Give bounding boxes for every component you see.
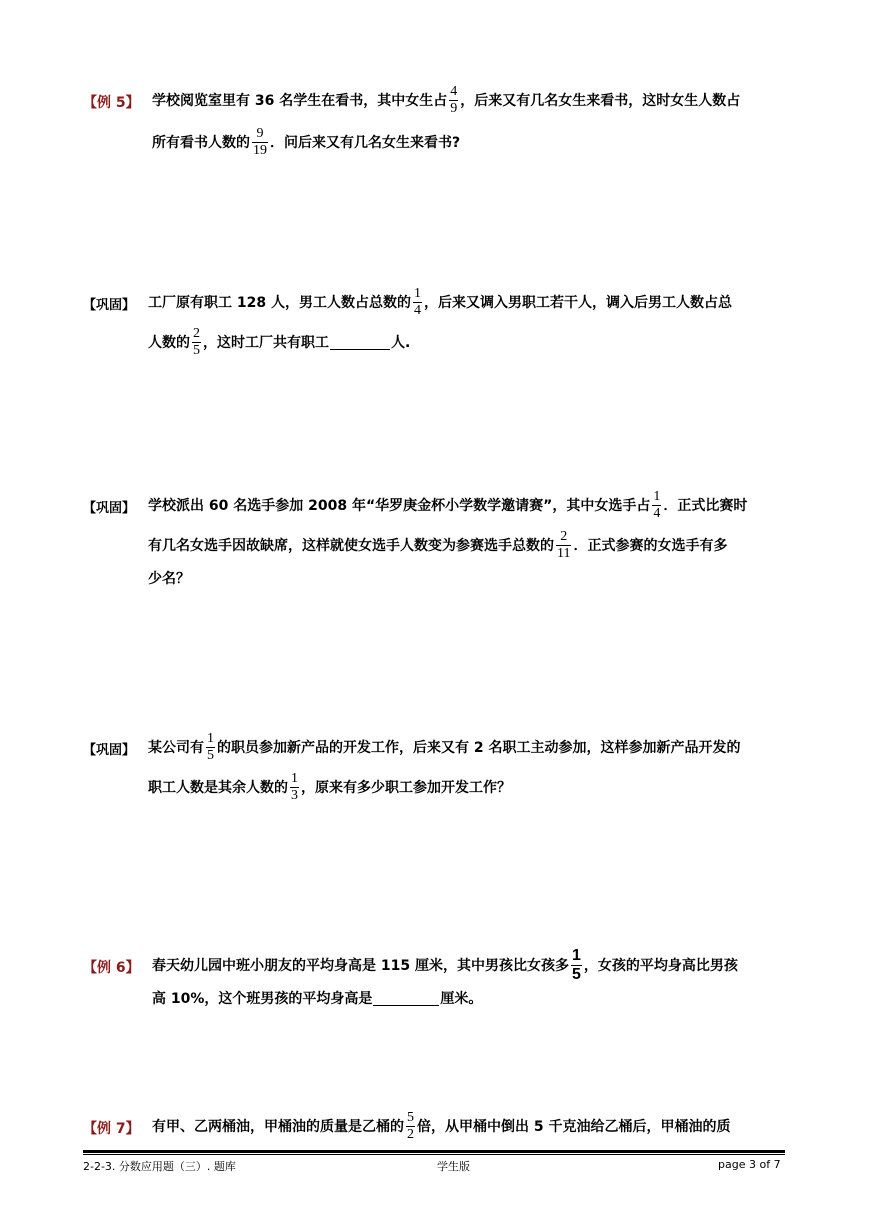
problem-text: ，女孩的平均身高比男孩	[583, 958, 738, 974]
problem-tag: 【巩固】	[83, 743, 136, 758]
problem-text: 春天幼儿园中班小朋友的平均身高是 115 厘米，其中男孩比女孩多	[152, 958, 569, 974]
problem-line-2	[152, 122, 460, 162]
problem-text: 人.	[391, 335, 411, 351]
footer-rule-thick	[83, 1150, 785, 1153]
fraction: $\frac{9}{19}$	[253, 125, 267, 158]
fraction: $\frac{1}{5}$	[207, 730, 214, 763]
problem-line-1	[152, 945, 738, 985]
problem-text: ，原来有多少职工参加开发工作？	[301, 780, 511, 796]
problem-text: 学校派出 60 名选手参加 2008 年“华罗庚金杯小学数学邀请赛”，其中女选手占	[148, 498, 651, 514]
fraction: $\frac{1}{3}$	[291, 770, 298, 803]
fraction: $\frac{1}{4}$	[653, 488, 661, 521]
problem-text: ．正式参赛的女选手有多	[573, 538, 728, 554]
footer-rule-thin	[83, 1154, 785, 1155]
footer-document-title: 2-2-3. 分数应用题（三）. 题库	[83, 1160, 236, 1173]
problem-line-1	[152, 1106, 731, 1146]
fraction: $\frac{1}{4}$	[413, 285, 421, 318]
problem-line-3	[148, 566, 190, 590]
problem-tag: 【例 5】	[83, 95, 140, 111]
problem-line-2	[148, 322, 410, 362]
fraction: $\frac{1}{5}$	[571, 946, 581, 983]
problem-text: ．正式比赛时	[663, 498, 748, 514]
problem-text: ，后来又调入男职工若干人，调入后男工人数占总	[423, 295, 732, 311]
problem-line-1	[148, 282, 732, 322]
problem-text: 有几名女选手因故缺席，这样就使女选手人数变为参赛选手总数的	[148, 538, 554, 554]
problem-text: 少名？	[148, 571, 190, 587]
problem-text: 倍，从甲桶中倒出 5 千克油给乙桶后，甲桶油的质	[417, 1119, 731, 1135]
problem-line-2	[148, 525, 727, 565]
problem-line-2	[152, 986, 482, 1010]
problem-text: 职工人数是其余人数的	[148, 780, 288, 796]
problem-tag: 【巩固】	[83, 501, 136, 516]
problem-text: 有甲、乙两桶油，甲桶油的质量是乙桶的	[152, 1119, 404, 1135]
problem-text: 所有看书人数的	[152, 135, 250, 151]
problem-text: ，这时工厂共有职工	[203, 335, 329, 351]
problem-tag: 【例 6】	[83, 960, 140, 976]
problem-tag: 【例 7】	[83, 1121, 140, 1137]
answer-blank[interactable]	[373, 991, 439, 1006]
problem-line-1	[148, 727, 741, 767]
fraction: $\frac{2}{5}$	[193, 325, 200, 358]
fraction: $\frac{4}{9}$	[450, 83, 458, 116]
fraction: $\frac{2}{11}$	[557, 528, 571, 561]
problem-text: ．问后来又有几名女生来看书?	[270, 135, 461, 151]
problem-text: ，后来又有几名女生来看书，这时女生人数占	[460, 93, 741, 109]
problem-text: 工厂原有职工 128 人，男工人数占总数的	[148, 295, 411, 311]
problem-text: 人数的	[148, 335, 190, 351]
footer-edition: 学生版	[437, 1160, 470, 1173]
problem-text: 学校阅览室里有 36 名学生在看书，其中女生占	[152, 93, 448, 109]
problem-tag: 【巩固】	[83, 298, 136, 313]
answer-blank[interactable]	[330, 335, 390, 350]
problem-text: 厘米。	[440, 991, 483, 1007]
fraction: $\frac{5}{2}$	[407, 1109, 414, 1142]
footer-page-number: page 3 of 7	[718, 1158, 781, 1171]
problem-line-1	[152, 80, 740, 120]
problem-text: 高 10%，这个班男孩的平均身高是	[152, 991, 373, 1007]
problem-line-2	[148, 767, 511, 807]
problem-text: 某公司有	[148, 740, 204, 756]
problem-line-1	[148, 485, 747, 525]
problem-text: 的职员参加新产品的开发工作，后来又有 2 名职工主动参加，这样参加新产品开发的	[217, 740, 741, 756]
